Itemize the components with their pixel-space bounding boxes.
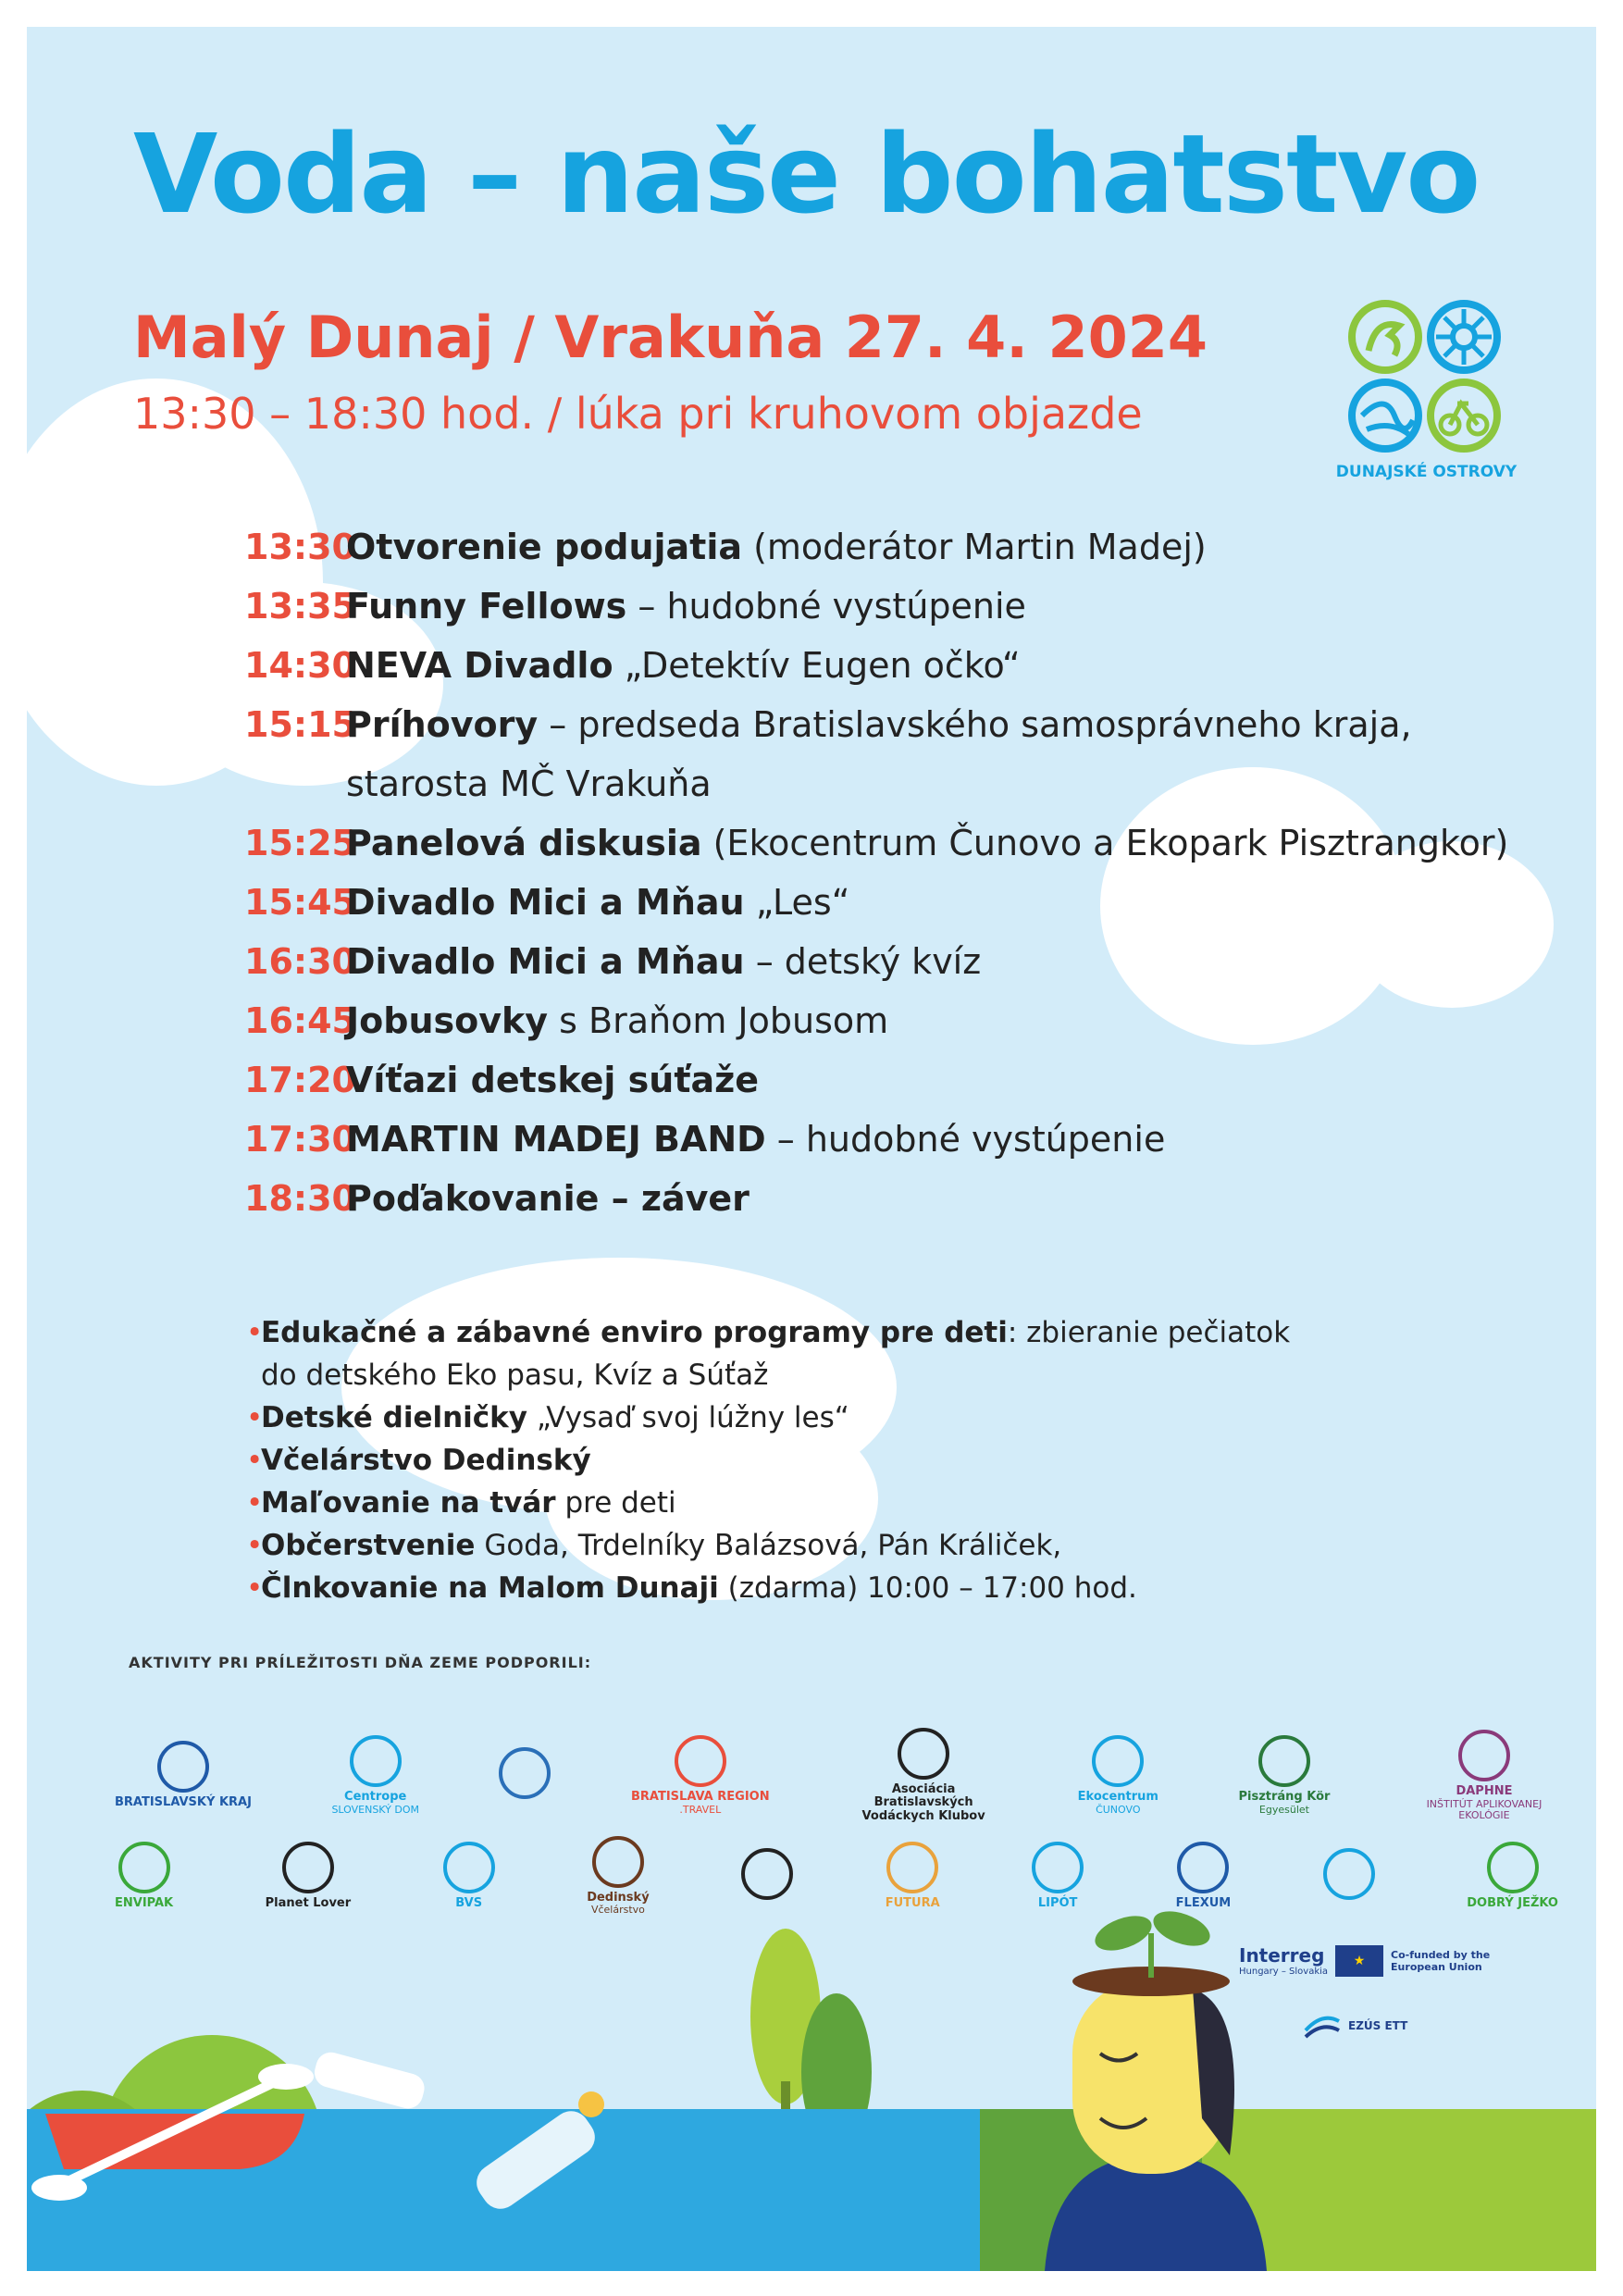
activity-title: Člnkovanie na Malom Dunaji xyxy=(261,1571,719,1605)
partner-name: DAPHNE xyxy=(1456,1784,1513,1799)
schedule-detail: – predseda Bratislavského samosprávneho kraja, xyxy=(538,704,1412,745)
bullet-icon: • xyxy=(246,1486,264,1520)
schedule-time: 13:35 xyxy=(244,586,356,627)
schedule-title: Víťazi detskej súťaže xyxy=(346,1060,760,1100)
partner-name: Ekocentrum xyxy=(1077,1790,1158,1805)
poster xyxy=(27,27,1596,2271)
schedule-detail: „Detektív Eugen očko“ xyxy=(613,645,1021,686)
sprout-icon xyxy=(1090,1909,1156,1957)
bullet-icon: • xyxy=(246,1529,264,1562)
schedule-time: 17:30 xyxy=(244,1119,356,1160)
activity-detail: pre deti xyxy=(555,1486,676,1520)
schedule-time: 16:30 xyxy=(244,941,356,982)
schedule-title: Jobusovky xyxy=(346,1000,549,1041)
schedule-time: 15:45 xyxy=(244,882,356,923)
eu-cofunded-text: Co-funded by the European Union xyxy=(1391,1948,1491,1973)
partner-subtitle: INŠTITÚT APLIKOVANEJ EKOLÓGIE xyxy=(1426,1797,1542,1821)
partner-subtitle: Včelárstvo xyxy=(590,1904,645,1917)
partner-name: LIPÓT xyxy=(1037,1896,1078,1911)
schedule-detail: (moderátor Martin Madej) xyxy=(742,527,1207,567)
schedule-detail: – hudobné vystúpenie xyxy=(626,586,1026,627)
boat-icon xyxy=(45,2114,304,2169)
partner-subtitle: Egyesület xyxy=(1258,1803,1309,1816)
schedule-detail: „Les“ xyxy=(744,882,850,923)
partner-name: Centrope xyxy=(344,1790,407,1805)
schedule-detail: s Braňom Jobusom xyxy=(548,1000,889,1041)
partner-name: FLEXUM xyxy=(1175,1896,1232,1911)
schedule-title: Divadlo Mici a Mňau xyxy=(346,941,745,982)
schedule-time: 14:30 xyxy=(244,645,356,686)
interreg-subtitle: Hungary – Slovakia xyxy=(1239,1967,1329,1977)
partner-name: Planet Lover xyxy=(265,1896,352,1911)
partner-subtitle: SLOVENSKÝ DOM xyxy=(331,1803,419,1816)
schedule-continuation: starosta MČ Vrakuňa xyxy=(346,763,712,804)
schedule-time: 15:25 xyxy=(244,823,356,863)
bullet-icon: • xyxy=(246,1444,264,1477)
landscape-illustration xyxy=(27,27,1596,2271)
partner-name: ENVIPAK xyxy=(115,1896,174,1911)
schedule-title: Divadlo Mici a Mňau xyxy=(346,882,745,923)
partner-name: FUTURA xyxy=(885,1896,940,1911)
schedule-title: Panelová diskusia xyxy=(346,823,702,863)
bullet-icon: • xyxy=(246,1401,264,1434)
bullet-icon: • xyxy=(246,1571,264,1605)
schedule-title: MARTIN MADEJ BAND xyxy=(346,1119,766,1160)
partner-name: BVS xyxy=(455,1896,483,1911)
schedule-title: Otvorenie podujatia xyxy=(346,527,743,567)
schedule-detail: – hudobné vystúpenie xyxy=(765,1119,1166,1160)
ezus-text: EZÚS ETT xyxy=(1348,2019,1408,2032)
eu-flag-icon: ★ xyxy=(1335,1945,1383,1977)
activity-title: Detské dielničky xyxy=(261,1401,527,1434)
bottle-icon xyxy=(311,2049,427,2112)
schedule-title: Príhovory xyxy=(346,704,539,745)
schedule-title: NEVA Divadlo xyxy=(346,645,613,686)
activity-continuation: do detského Eko pasu, Kvíz a Súťaž xyxy=(261,1359,769,1392)
schedule-time: 15:15 xyxy=(244,704,356,745)
activity-detail: (zdarma) 10:00 – 17:00 hod. xyxy=(718,1571,1137,1605)
activity-title: Maľovanie na tvár xyxy=(261,1486,556,1520)
interreg-name: Interreg xyxy=(1239,1944,1325,1967)
partner-name: BRATISLAVA REGION xyxy=(631,1790,770,1805)
activity-detail: Goda, Trdelníky Balázsová, Pán Králiček, xyxy=(475,1529,1062,1562)
support-heading: AKTIVITY PRI PRÍLEŽITOSTI DŇA ZEME PODPORILI: xyxy=(129,1654,592,1671)
activity-detail: „Vysaď svoj lúžny les“ xyxy=(527,1401,849,1434)
partner-name: BRATISLAVSKÝ KRAJ xyxy=(115,1795,252,1810)
schedule-title: Poďakovanie – záver xyxy=(346,1178,750,1219)
schedule-time: 17:20 xyxy=(244,1060,356,1100)
event-location-date: Malý Dunaj / Vrakuňa 27. 4. 2024 xyxy=(133,304,1208,371)
partner-subtitle: ČUNOVO xyxy=(1096,1803,1141,1816)
event-time-place: 13:30 – 18:30 hod. / lúka pri kruhovom objazde xyxy=(133,389,1143,439)
activity-title: Včelárstvo Dedinský xyxy=(261,1444,591,1477)
partner-name: DOBRÝ JEŽKO xyxy=(1467,1896,1558,1911)
schedule-detail: – detský kvíz xyxy=(744,941,982,982)
page-title: Voda – naše bohatstvo xyxy=(133,110,1480,238)
partner-subtitle: .TRAVEL xyxy=(679,1803,722,1816)
activity-title: Edukačné a zábavné enviro programy pre deti xyxy=(261,1316,1008,1349)
activity-title: Občerstvenie xyxy=(261,1529,476,1562)
schedule-time: 16:45 xyxy=(244,1000,356,1041)
schedule-time: 18:30 xyxy=(244,1178,356,1219)
schedule-detail: (Ekocentrum Čunovo a Ekopark Pisztrangkor) xyxy=(701,823,1509,863)
activity-detail: : zbieranie pečiatok xyxy=(1007,1316,1291,1349)
schedule-title: Funny Fellows xyxy=(346,586,627,627)
brand-logo-caption: DUNAJSKÉ OSTROVY xyxy=(1335,463,1518,481)
schedule-time: 13:30 xyxy=(244,527,356,567)
partner-name: Pisztráng Kör xyxy=(1238,1790,1331,1805)
partner-name: Dedinský xyxy=(587,1891,650,1905)
bullet-icon: • xyxy=(246,1316,264,1349)
partner-name: Asociácia Bratislavských Vodáckych Klubov xyxy=(861,1782,985,1823)
